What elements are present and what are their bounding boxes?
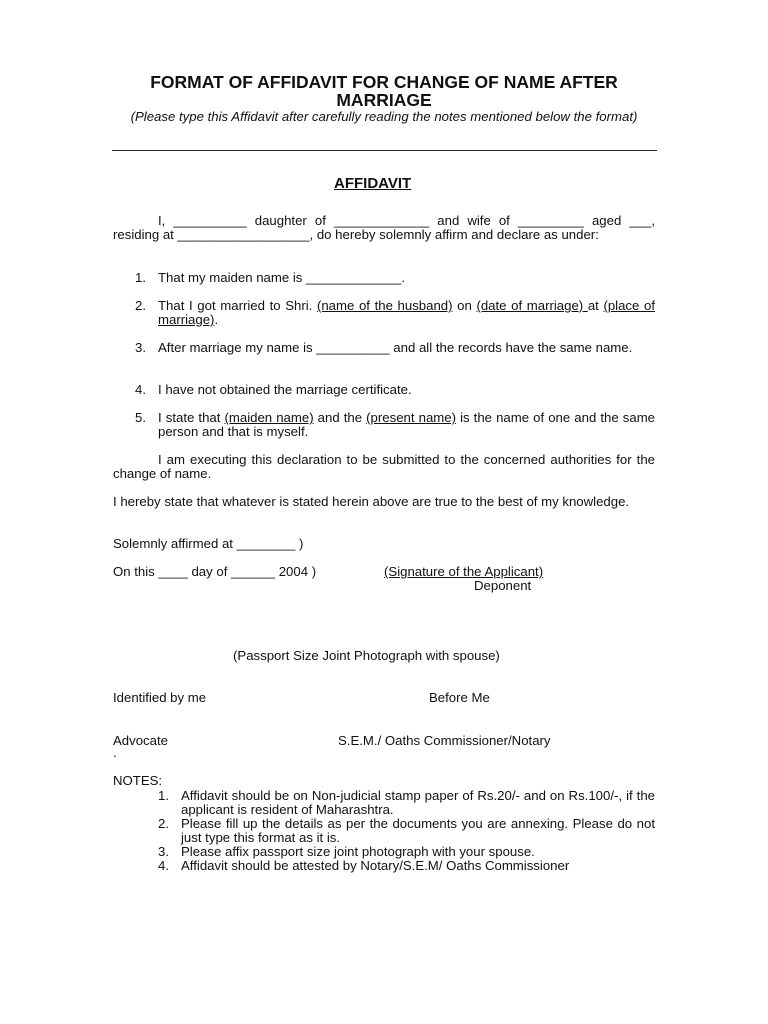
clause-text-part: I state that: [158, 410, 225, 425]
note-text: Affidavit should be on Non-judicial stamp paper of Rs.20/- and on Rs.100/-, if the applicant is resident of Maharashtra.: [181, 788, 655, 817]
clause-text: [158, 299, 655, 327]
clause-number: 1.: [135, 270, 146, 285]
photograph-placeholder: (Passport Size Joint Photograph with spouse): [233, 648, 500, 663]
clause-4: [113, 383, 655, 397]
clause-text-part: and the: [313, 410, 367, 425]
clause-text: After marriage my name is __________ and all the records have the same name.: [158, 340, 633, 355]
note-2: [113, 817, 655, 845]
clause-text-part: at: [587, 298, 604, 313]
deponent-label: Deponent: [474, 578, 532, 593]
clause-number: 3.: [135, 340, 146, 355]
clause-text: [158, 411, 655, 439]
marriage-place-placeholder: (place of marriage): [158, 298, 655, 327]
declaration-paragraph: I am executing this declaration to be submitted to the concerned authorities for the change of name.: [113, 452, 655, 481]
clause-5: [113, 411, 655, 439]
before-me-label: Before Me: [429, 690, 490, 705]
note-number: 2.: [158, 816, 169, 831]
clause-text: I have not obtained the marriage certificate.: [158, 382, 412, 397]
note-1: [113, 789, 655, 817]
note-4: [113, 859, 655, 873]
advocate-dot: .: [113, 745, 117, 760]
note-number: 4.: [158, 858, 169, 873]
clause-text-part: on: [452, 298, 477, 313]
note-number: 3.: [158, 844, 169, 859]
note-number: 1.: [158, 788, 169, 803]
identified-by-label: Identified by me: [113, 690, 207, 705]
clause-text-part: .: [214, 312, 219, 327]
clause-number: 4.: [135, 382, 146, 397]
note-3: [113, 845, 655, 859]
clause-text-part: is the name of one and the same person and that is myself.: [158, 410, 656, 439]
note-text: Affidavit should be attested by Notary/S.E.M/ Oaths Commissioner: [181, 858, 570, 873]
clause-3: [113, 341, 655, 355]
affidavit-heading: AFFIDAVIT: [334, 175, 412, 192]
title-divider: [112, 150, 657, 151]
marriage-date-placeholder: (date of marriage): [476, 298, 588, 313]
clause-text: That my maiden name is _____________.: [158, 270, 406, 285]
document-subtitle: (Please type this Affidavit after carefully reading the notes mentioned below the format): [130, 109, 638, 124]
husband-name-placeholder: (name of the husband): [316, 298, 453, 313]
advocate-label: Advocate: [113, 733, 168, 748]
solemnly-affirmed-line: Solemnly affirmed at ________ ): [113, 536, 304, 551]
clause-text-part: That I got married to Shri.: [158, 298, 317, 313]
document-title: FORMAT OF AFFIDAVIT FOR CHANGE OF NAME AFTER MARRIAGE: [150, 72, 618, 110]
maiden-name-placeholder: (maiden name): [224, 410, 314, 425]
present-name-placeholder: (present name): [366, 410, 456, 425]
note-text: Please affix passport size joint photograph with your spouse.: [181, 844, 535, 859]
intro-paragraph: I, __________ daughter of _____________ and wife of _________ aged ___, residing at __________________, do hereby solemnly affirm and declare as under:: [113, 213, 655, 242]
notes-title: NOTES:: [113, 773, 163, 788]
date-line: On this ____ day of ______ 2004 ): [113, 564, 317, 579]
clause-1: [113, 271, 655, 285]
clause-2: [113, 299, 655, 327]
notary-label: S.E.M./ Oaths Commissioner/Notary: [338, 733, 551, 748]
applicant-signature-label: (Signature of the Applicant): [384, 564, 544, 579]
statement-paragraph: I hereby state that whatever is stated herein above are true to the best of my knowledge.: [113, 494, 630, 509]
clause-number: 5.: [135, 410, 146, 425]
clause-number: 2.: [135, 298, 146, 313]
note-text: Please fill up the details as per the documents you are annexing. Please do not just type this format as it is.: [181, 816, 655, 845]
